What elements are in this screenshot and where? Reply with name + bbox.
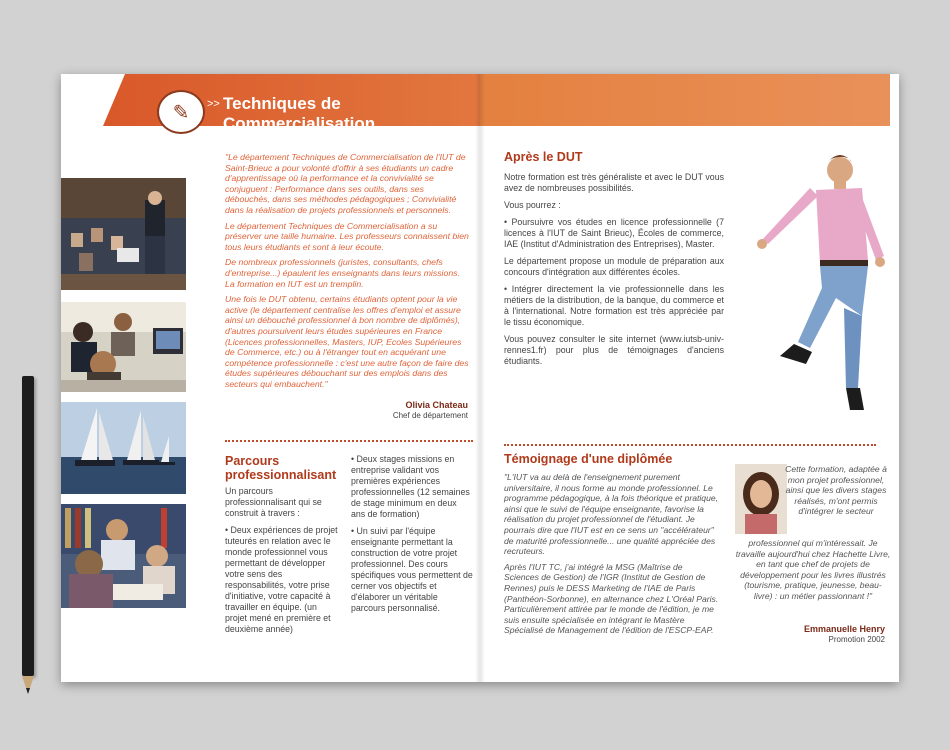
apres-body <box>504 172 724 373</box>
divider <box>504 444 876 446</box>
parcours-paragraph: • Deux expériences de projet tuteurés en relation avec le monde professionnel vous permettant de développer votre sens des responsabilités, votre prise d'initiative, votre capacité à travailler en équipe. (un projet mené en première et deuxième année) <box>225 525 338 634</box>
apres-paragraph: Le département propose un module de préparation aux concours d'intégration aux différentes écoles. <box>504 256 724 277</box>
parcours-column-2 <box>351 454 473 620</box>
apres-paragraph: • Poursuivre vos études en licence professionnelle (7 licences à l'IUT de Saint Brieuc), Écoles de commerce, IAE (Institut d'Administration des Entreprises), Master. <box>504 217 724 249</box>
temoignage-paragraph: Après l'IUT TC, j'ai intégré la MSG (Maîtrise de Sciences de Gestion) de l'IGR (Institut de Gestion de Rennes) puis le DESS Marketing de l'IAE de Paris (Panthéon-Sorbonne), en alternance chez L'Oréal Paris. Particulièrement attirée par le monde de l'édition, je me suis ensuite spécialisée en intégrant le Mastère Spécialisé de Management de l'édition de l'ESCP-EAP. <box>504 561 719 636</box>
photo-lecture-room <box>61 178 186 290</box>
quote-paragraph: De nombreux professionnels (juristes, consultants, chefs d'entreprise...) épaulent les enseignants dans leurs missions. La formation en IUT est un tremplin. <box>225 257 460 289</box>
divider <box>225 440 473 442</box>
section-title: Techniques de Commercialisation <box>223 94 376 133</box>
apres-paragraph: Notre formation est très généraliste et avec le DUT vous avez de nombreuses possibilités. <box>504 172 724 193</box>
pencil-lead <box>26 688 30 694</box>
photo-library-students <box>61 504 186 608</box>
apres-paragraph: Vous pouvez consulter le site internet (www.iutsb-univ-rennes1.fr) pour plus de témoignages d'anciens étudiants. <box>504 334 724 366</box>
quote-paragraph: Une fois le DUT obtenu, certains étudiants optent pour la vie active (le département centralise les offres d'emploi et assure ainsi un débouché professionnel à bon nombre de diplômés), d'autres poursuivent leurs études supérieures en France (Licences professionnelles, Masters, IUP, Ecoles Supérieures de Commerce, etc.) ou à l'étranger tout en acquérant une compétence professionnelle : c'est une autre façon de faire des études supérieures débouchant sur des emplois dans des secteurs qui embauchent." <box>225 294 469 389</box>
apres-heading: Après le DUT <box>504 150 583 164</box>
temoignage-continued-text: professionnel qui m'intéressait. Je travaille aujourd'hui chez Hachette Livre, en tant que chef de projets de développement pour les livres illustrés (tourisme, pratique, jeunesse, beau-livre) : un métier passionnant !" <box>735 538 891 601</box>
right-page <box>480 74 899 682</box>
apres-paragraph: • Intégrer directement la vie professionnelle dans les métiers de la distribution, de la banque, du commerce et à l'international. Notre formation est très appréciée par le tissu économique. <box>504 284 724 327</box>
title-arrows: >> <box>207 98 220 110</box>
temoignage-paragraph: "L'IUT va au delà de l'enseignement purement universitaire, il nous forme au monde professionnel. Le programme pédagogique, à la fois théorique et pratique, ainsi que le suivi de l'équipe enseignante, favorise la réalisation du projet professionnel de l'étudiant. Je pourrais dire que l'IUT est en ce sens un "accélérateur" de maturité professionnelle... une qualité appréciée des recruteurs. <box>504 472 719 557</box>
signature-name: Olivia Chateau <box>405 400 468 410</box>
spine-fold <box>475 74 485 682</box>
parcours-column-1 <box>225 486 341 641</box>
parcours-paragraph: • Deux stages missions en entreprise validant vos premières expériences professionnelles (12 semaines de stage minimum en deux ans de formation) <box>351 454 470 519</box>
director-quote <box>225 152 470 394</box>
quote-paragraph: "Le département Techniques de Commercialisation de l'IUT de Saint-Brieuc a pour volonté d'offrir à ses étudiants un cadre d'apprentissage où la performance et la convivialité se conjuguent : Performance dans ses outils, dans ses débouchés, dans ses méthodes pédagogiques ; Convivialité dans la réalisation de projets professionnels et personnels. <box>225 152 466 215</box>
jumping-man-photo <box>750 148 896 418</box>
logo-mascot-icon: ✎ <box>157 90 205 134</box>
signature-role: Chef de département <box>392 411 468 420</box>
pencil-icon <box>22 376 34 676</box>
temoignage-body <box>504 472 719 641</box>
temoignage-side-text: Cette formation, adaptée à mon projet professionnel, ainsi que les divers stages réalisés, m'ont permis d'intégrer le secteur <box>785 464 887 517</box>
brochure <box>61 74 899 682</box>
photo-sailboats <box>61 402 186 494</box>
graduate-portrait <box>735 464 787 534</box>
apres-paragraph: Vous pourrez : <box>504 200 561 210</box>
temoignage-heading: Témoignage d'une diplômée <box>504 452 673 466</box>
header-banner-right <box>480 74 890 126</box>
photo-computer-lab <box>61 302 186 392</box>
quote-paragraph: Le département Techniques de Commercialisation a su préserver une taille humaine. Les professeurs connaissent bien tous leurs étudiants et sont à leur écoute. <box>225 220 469 252</box>
left-page <box>61 74 480 682</box>
parcours-paragraph: • Un suivi par l'équipe enseignante permettant la construction de votre projet professionnel. Des cours spécifiques vous permettent de cerner vos objectifs et d'élaborer un véritable parcours personnalisé. <box>351 526 473 613</box>
parcours-paragraph: Un parcours professionnalisant qui se construit à travers : <box>225 486 322 518</box>
graduate-name: Emmanuelle Henry <box>803 624 885 634</box>
parcours-heading: Parcours professionnalisant <box>225 454 337 482</box>
graduate-promotion: Promotion 2002 <box>828 635 885 644</box>
